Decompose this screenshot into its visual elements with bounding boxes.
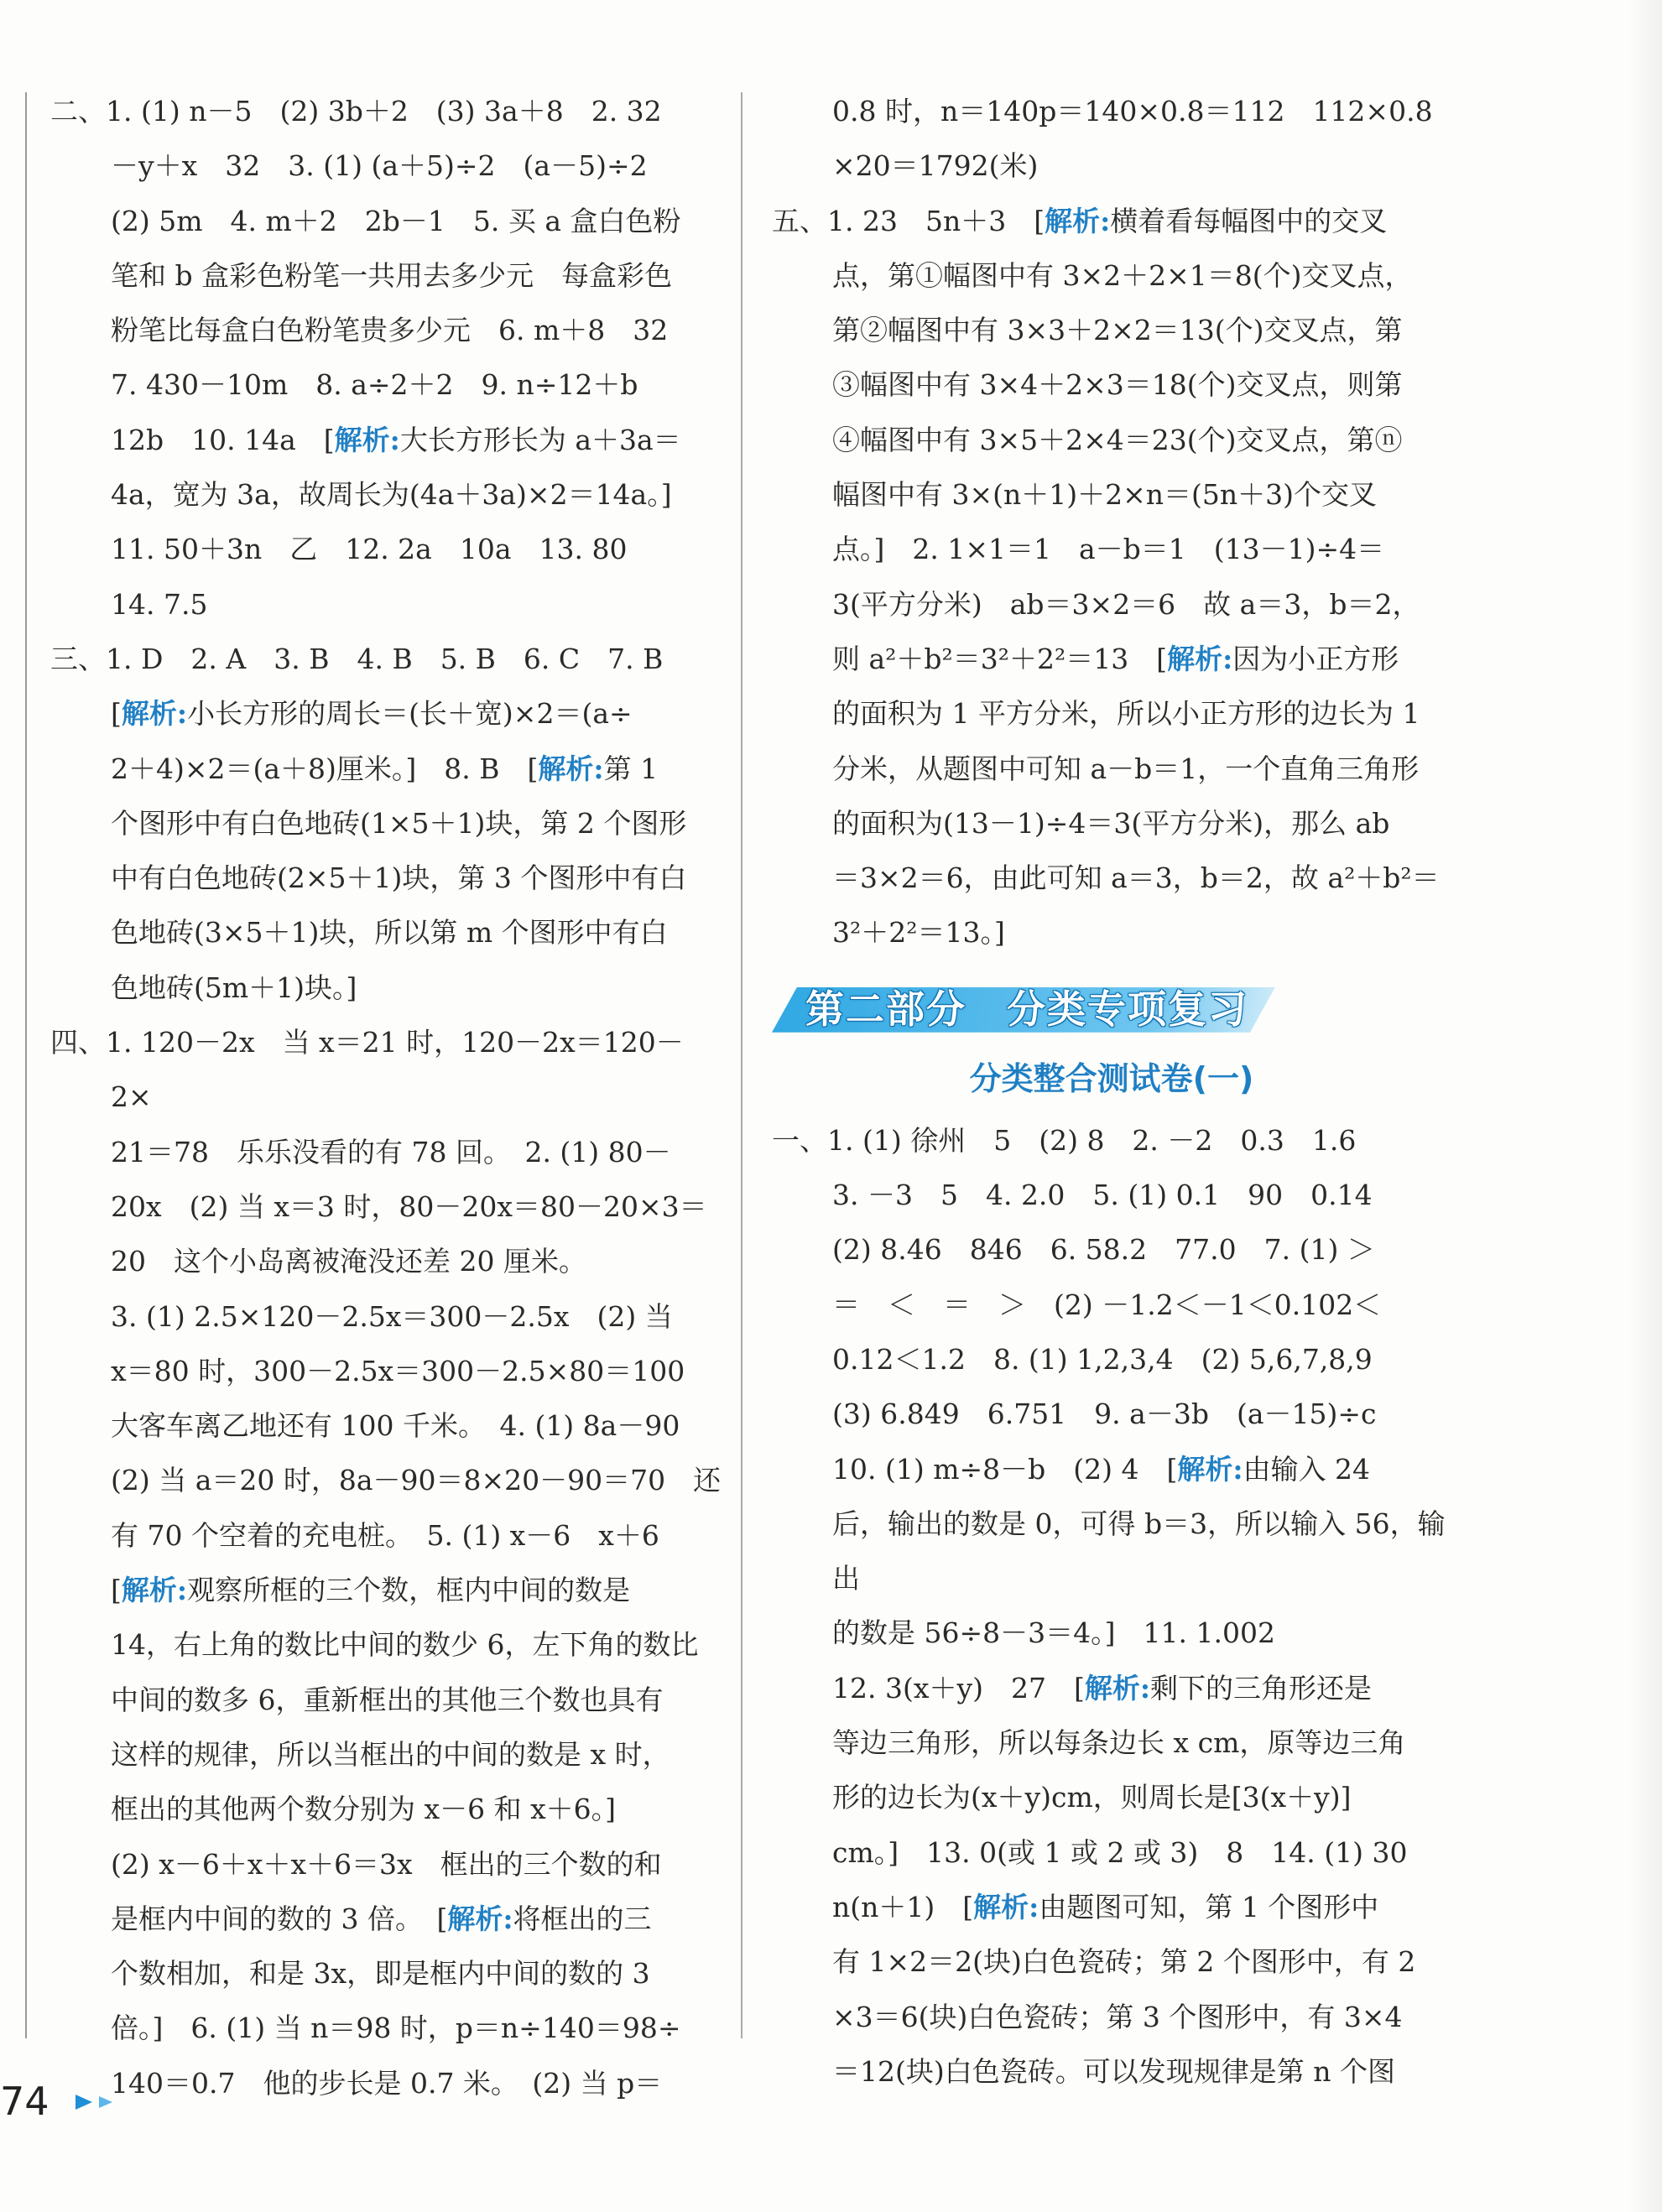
text-line: ＝ ＜ ＝ ＞ (2) －1.2＜－1＜0.102＜	[832, 1288, 1382, 1321]
text-line: 21＝78 乐乐没看的有 78 回。 2. (1) 80－	[111, 1135, 671, 1168]
text-line: 140＝0.7 他的步长是 0.7 米。 (2) 当 p＝	[111, 2066, 663, 2100]
text-line: 笔和 b 盒彩色粉笔一共用去多少元 每盒彩色	[111, 258, 673, 292]
text-line: 第②幅图中有 3×3＋2×2＝13(个)交叉点，第	[832, 314, 1403, 347]
text-line: 20 这个小岛离被淹没还差 20 厘米。	[111, 1245, 586, 1278]
column-divider	[741, 92, 742, 2038]
analysis-label: 解析:	[334, 423, 400, 456]
text-line: 3. (1) 2.5×120－2.5x＝300－2.5x (2) 当	[111, 1299, 673, 1333]
text-line: 色地砖(5m＋1)块。]	[111, 971, 357, 1004]
text-line: (2) 8.46 846 6. 58.2 77.0 7. (1) ＞	[832, 1233, 1375, 1267]
text-line: 0.12＜1.2 8. (1) 1,2,3,4 (2) 5,6,7,8,9	[832, 1342, 1373, 1376]
text-line: 的面积为 1 平方分米，所以小正方形的边长为 1	[832, 697, 1420, 731]
text-line: (2) x－6＋x＋x＋6＝3x 框出的三个数的和	[111, 1847, 662, 1881]
text-line: 分米，从题图中可知 a－b＝1，一个直角三角形	[832, 752, 1420, 785]
page-edge-shadow	[1628, 0, 1662, 2212]
text-line: 中有白色地砖(2×5＋1)块，第 3 个图形中有白	[111, 861, 687, 895]
text-line: ×3＝6(块)白色瓷砖；第 3 个图形中，有 3×4	[832, 2000, 1403, 2033]
text-line: 四、1. 120－2x 当 x＝21 时，120－2x＝120－2×	[50, 1026, 684, 1114]
text-line: (2) 当 a＝20 时，8a－90＝8×20－90＝70 还	[111, 1464, 722, 1497]
analysis-label: 解析:	[973, 1890, 1039, 1923]
left-column	[50, 84, 722, 2111]
text-line: 个数相加，和是 3x，即是框内中间的数的 3	[111, 1957, 650, 1991]
text-line: 点，第①幅图中有 3×2＋2×1＝8(个)交叉点，	[832, 258, 1413, 292]
text-line: 3. －3 5 4. 2.0 5. (1) 0.1 90 0.14	[832, 1179, 1373, 1212]
text-line: 幅图中有 3×(n＋1)＋2×n＝(5n＋3)个交叉	[832, 478, 1378, 512]
text-line: 色地砖(3×5＋1)块，所以第 m 个图形中有白	[111, 916, 668, 950]
analysis-label: 解析:	[1177, 1452, 1243, 1486]
text-line: 有 1×2＝2(块)白色瓷砖；第 2 个图形中，有 2	[832, 1945, 1416, 1979]
text-line: 的数是 56÷8－3＝4。] 11. 1.002	[832, 1616, 1275, 1650]
text-line: 12. 3(x＋y) 27 [解析:剩下的三角形还是	[832, 1671, 1373, 1705]
text-line: [解析:观察所框的三个数，框内中间的数是	[111, 1574, 631, 1607]
text-line: 4a，宽为 3a，故周长为(4a＋3a)×2＝14a。]	[111, 478, 672, 512]
text-line: (2) 5m 4. m＋2 2b－1 5. 买 a 盒白色粉	[111, 204, 681, 237]
left-margin-rule	[25, 92, 27, 2038]
text-line: 形的边长为(x＋y)cm，则周长是[3(x＋y)]	[832, 1781, 1352, 1814]
analysis-label: 解析:	[121, 1574, 188, 1607]
text-line: 14，右上角的数比中间的数少 6，左下角的数比	[111, 1628, 699, 1662]
text-line: 3²＋2²＝13。]	[832, 916, 1005, 950]
analysis-label: 解析:	[447, 1902, 513, 1935]
text-line: 0.8 时，n＝140p＝140×0.8＝112 112×0.8	[832, 95, 1433, 128]
text-line: －y＋x 32 3. (1) (a＋5)÷2 (a－5)÷2	[111, 149, 648, 183]
text-line: 20x (2) 当 x＝3 时，80－20x＝80－20×3＝	[111, 1189, 707, 1223]
text-line: 倍。] 6. (1) 当 n＝98 时，p＝n÷140＝98÷	[111, 2012, 681, 2045]
double-right-arrow-icon	[76, 2093, 126, 2111]
text-line: (3) 6.849 6.751 9. a－3b (a－15)÷c	[832, 1397, 1377, 1431]
text-line: 三、1. D 2. A 3. B 4. B 5. B 6. C 7. B	[50, 642, 664, 675]
text-line: ×20＝1792(米)	[832, 149, 1039, 183]
text-line: 框出的其他两个数分别为 x－6 和 x＋6。]	[111, 1793, 617, 1826]
text-line: 个图形中有白色地砖(1×5＋1)块，第 2 个图形	[111, 806, 687, 840]
text-line: 的面积为(13－1)÷4＝3(平方分米)，那么 ab	[832, 806, 1390, 840]
page-number: 74	[0, 2079, 49, 2124]
text-line: 10. (1) m÷8－b (2) 4 [解析:由输入 24	[832, 1452, 1371, 1486]
right-column	[772, 84, 1451, 2099]
text-line: 7. 430－10m 8. a÷2＋2 9. n÷12＋b	[111, 368, 638, 402]
analysis-label: 解析:	[1167, 642, 1233, 675]
text-line: 一、1. (1) 徐州 5 (2) 8 2. －2 0.3 1.6	[772, 1123, 1357, 1157]
text-line: 14. 7.5	[111, 587, 208, 621]
text-line: 3(平方分米) ab＝3×2＝6 故 a＝3，b＝2，	[832, 587, 1420, 621]
text-line: 是框内中间的数的 3 倍。 [解析:将框出的三	[111, 1902, 652, 1935]
text-line: cm。] 13. 0(或 1 或 2 或 3) 8 14. (1) 30	[832, 1835, 1408, 1869]
text-line: 后，输出的数是 0，可得 b＝3，所以输入 56，输出	[832, 1507, 1446, 1595]
text-line: 2＋4)×2＝(a＋8)厘米。] 8. B [解析:第 1	[111, 752, 659, 785]
text-line: 有 70 个空着的充电桩。 5. (1) x－6 x＋6	[111, 1518, 659, 1552]
text-line: ④幅图中有 3×5＋2×4＝23(个)交叉点，第ⓝ	[832, 423, 1403, 456]
text-line: 等边三角形，所以每条边长 x cm，原等边三角	[832, 1726, 1406, 1760]
analysis-label: 解析:	[1045, 204, 1111, 237]
text-line: 粉笔比每盒白色粉笔贵多少元 6. m＋8 32	[111, 314, 669, 347]
test-title: 分类整合测试卷(一)	[969, 1059, 1254, 1097]
text-line: ＝3×2＝6，由此可知 a＝3，b＝2，故 a²＋b²＝	[832, 861, 1440, 895]
text-line: ＝12(块)白色瓷砖。可以发现规律是第 n 个图	[832, 2054, 1395, 2088]
text-line: 五、1. 23 5n＋3 [解析:横着看每幅图中的交叉	[772, 204, 1388, 237]
text-line: 12b 10. 14a [解析:大长方形长为 a＋3a＝	[111, 423, 681, 456]
text-line: x＝80 时，300－2.5x＝300－2.5×80＝100	[111, 1354, 685, 1387]
text-line: 这样的规律，所以当框出的中间的数是 x 时，	[111, 1737, 670, 1771]
analysis-label: 解析:	[1084, 1671, 1151, 1705]
analysis-label: 解析:	[538, 752, 604, 785]
text-line: n(n＋1) [解析:由题图可知，第 1 个图形中	[832, 1890, 1379, 1923]
analysis-label: 解析:	[121, 697, 188, 731]
text-line: ③幅图中有 3×4＋2×3＝18(个)交叉点，则第	[832, 368, 1403, 402]
part-title-banner	[772, 965, 1451, 1049]
text-line: 中间的数多 6，重新框出的其他三个数也具有	[111, 1683, 664, 1716]
text-line: 则 a²＋b²＝3²＋2²＝13 [解析:因为小正方形	[832, 642, 1399, 675]
part-title: 第二部分 分类专项复习	[805, 986, 1248, 1032]
text-line: 大客车离乙地还有 100 千米。 4. (1) 8a－90	[111, 1409, 680, 1443]
text-line: 点。] 2. 1×1＝1 a－b＝1 (13－1)÷4＝	[832, 533, 1385, 566]
text-line: 11. 50＋3n 乙 12. 2a 10a 13. 80	[111, 533, 628, 566]
text-line: 二、1. (1) n－5 (2) 3b＋2 (3) 3a＋8 2. 32	[50, 95, 662, 128]
text-line: [解析:小长方形的周长＝(长＋宽)×2＝(a÷	[111, 697, 633, 731]
